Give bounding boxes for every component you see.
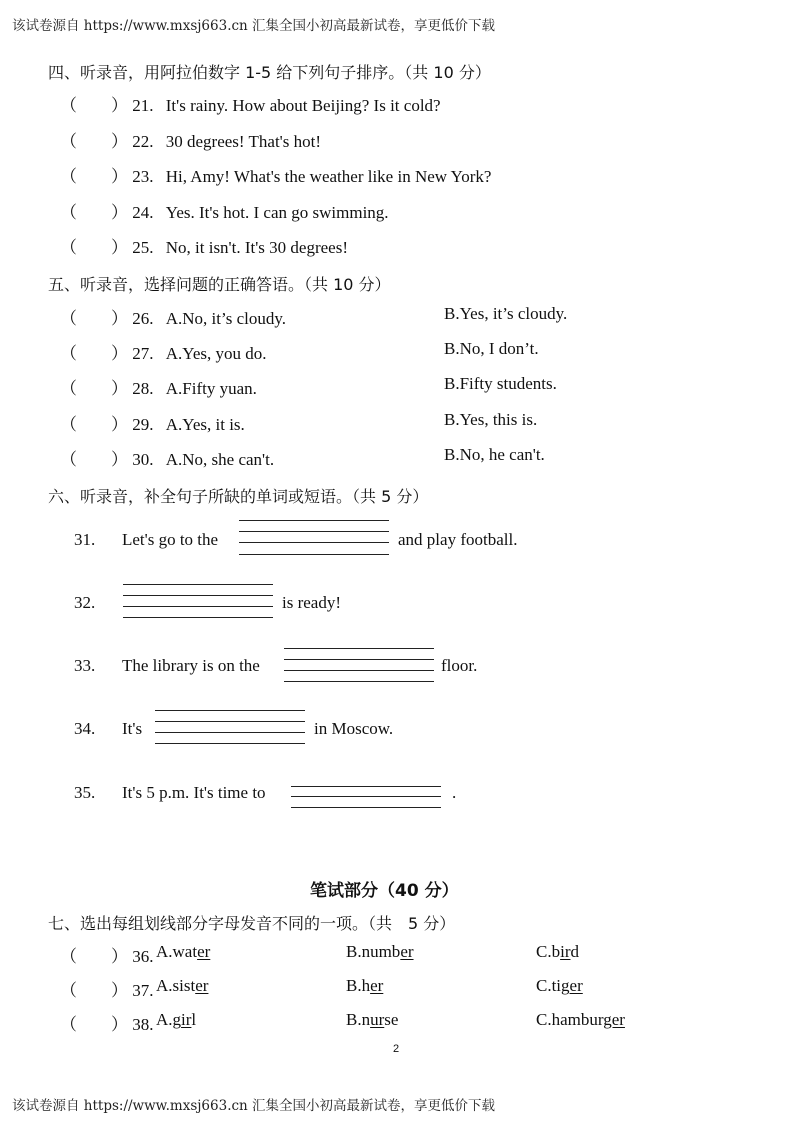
item31-before: Let's go to the — [122, 530, 219, 549]
item26-option-b: B.Yes, it’s cloudy. — [444, 304, 568, 323]
option-a: A.No, it’s cloudy. — [165, 309, 287, 328]
item28 — [60, 374, 257, 399]
item25 — [60, 233, 348, 258]
item-number: 22. — [132, 132, 154, 151]
item-text: 30 degrees! That's hot! — [165, 132, 321, 151]
item-number: 30. — [132, 450, 154, 469]
answer-paren[interactable]: （ ） — [60, 132, 128, 151]
item34-number: 34. — [74, 719, 96, 738]
written-part-title: 笔试部分（40 分） — [310, 881, 459, 901]
item34-blank-lines[interactable] — [155, 710, 305, 746]
answer-paren[interactable]: （ ） — [60, 309, 128, 328]
item32-number: 32. — [74, 593, 96, 612]
answer-paren[interactable]: （ ） — [60, 238, 128, 257]
answer-paren[interactable]: （ ） — [60, 981, 128, 1000]
page-footer: 该试卷源自 https://www.mxsj663.cn 汇集全国小初高最新试卷，享更低价下载 — [12, 1098, 496, 1114]
section5-title: 五、听录音，选择问题的正确答语。（共 10 分） — [48, 275, 391, 294]
item-number: 23. — [132, 167, 154, 186]
item27-option-b: B.No, I don’t. — [444, 339, 539, 358]
item31-number: 31. — [74, 530, 96, 549]
option-a: A.Yes, you do. — [165, 344, 267, 363]
answer-paren[interactable]: （ ） — [60, 450, 128, 469]
item38 — [60, 1010, 154, 1035]
item-number: 28. — [132, 379, 154, 398]
item-number: 29. — [132, 415, 154, 434]
answer-paren[interactable]: （ ） — [60, 947, 128, 966]
item31-after: and play football. — [398, 530, 518, 549]
item36 — [60, 942, 154, 967]
item38-option-a: A.girl — [156, 1010, 197, 1029]
page-header: 该试卷源自 https://www.mxsj663.cn 汇集全国小初高最新试卷，享更低价下载 — [12, 18, 496, 34]
item-number: 36. — [132, 947, 154, 966]
item27 — [60, 339, 267, 364]
item36-option-b: B.number — [346, 942, 414, 961]
item29 — [60, 410, 245, 435]
item-text: It's rainy. How about Beijing? Is it cold? — [165, 96, 441, 115]
option-a: A.Yes, it is. — [165, 415, 245, 434]
item34-after: in Moscow. — [314, 719, 394, 738]
item-number: 27. — [132, 344, 154, 363]
item-number: 21. — [132, 96, 154, 115]
item30 — [60, 445, 274, 470]
item26 — [60, 304, 286, 329]
item35-after: . — [452, 783, 457, 802]
answer-paren[interactable]: （ ） — [60, 415, 128, 434]
item33-blank-lines[interactable] — [284, 648, 434, 684]
item-number: 38. — [132, 1015, 154, 1034]
item30-option-b: B.No, he can't. — [444, 445, 545, 464]
item33-before: The library is on the — [122, 656, 260, 675]
item37-option-b: B.her — [346, 976, 384, 995]
item38-option-b: B.nurse — [346, 1010, 399, 1029]
item33-after: floor. — [441, 656, 478, 675]
answer-paren[interactable]: （ ） — [60, 96, 128, 115]
answer-paren[interactable]: （ ） — [60, 1015, 128, 1034]
item37-option-c: C.tiger — [536, 976, 583, 995]
item32-after: is ready! — [282, 593, 342, 612]
option-a: A.Fifty yuan. — [165, 379, 257, 398]
item28-option-b: B.Fifty students. — [444, 374, 557, 393]
item-text: Hi, Amy! What's the weather like in New York? — [165, 167, 492, 186]
item34-before: It's — [122, 719, 143, 738]
page-number: 2 — [393, 1043, 400, 1055]
section6-title: 六、听录音，补全句子所缺的单词或短语。（共 5 分） — [48, 487, 429, 506]
section7-title: 七、选出每组划线部分字母发音不同的一项。（共 5 分） — [48, 914, 456, 933]
item33-number: 33. — [74, 656, 96, 675]
answer-paren[interactable]: （ ） — [60, 344, 128, 363]
item32-blank-lines[interactable] — [123, 584, 273, 620]
item-number: 25. — [132, 238, 154, 257]
item36-option-c: C.bird — [536, 942, 579, 961]
item23 — [60, 162, 491, 187]
item-number: 37. — [132, 981, 154, 1000]
item36-option-a: A.water — [156, 942, 211, 961]
answer-paren[interactable]: （ ） — [60, 379, 128, 398]
item35-number: 35. — [74, 783, 96, 802]
item21 — [60, 91, 441, 116]
answer-paren[interactable]: （ ） — [60, 203, 128, 222]
item31-blank-lines[interactable] — [239, 520, 389, 556]
item35-blank-lines[interactable] — [291, 786, 441, 810]
section4-title: 四、听录音，用阿拉伯数字 1-5 给下列句子排序。（共 10 分） — [48, 63, 491, 82]
item29-option-b: B.Yes, this is. — [444, 410, 538, 429]
answer-paren[interactable]: （ ） — [60, 167, 128, 186]
item37-option-a: A.sister — [156, 976, 209, 995]
item24 — [60, 198, 389, 223]
item37 — [60, 976, 154, 1001]
item38-option-c: C.hamburger — [536, 1010, 625, 1029]
option-a: A.No, she can't. — [165, 450, 275, 469]
item-number: 24. — [132, 203, 154, 222]
item-text: No, it isn't. It's 30 degrees! — [165, 238, 348, 257]
item35-before: It's 5 p.m. It's time to — [122, 783, 266, 802]
item-text: Yes. It's hot. I can go swimming. — [165, 203, 389, 222]
item22 — [60, 127, 321, 152]
item-number: 26. — [132, 309, 154, 328]
